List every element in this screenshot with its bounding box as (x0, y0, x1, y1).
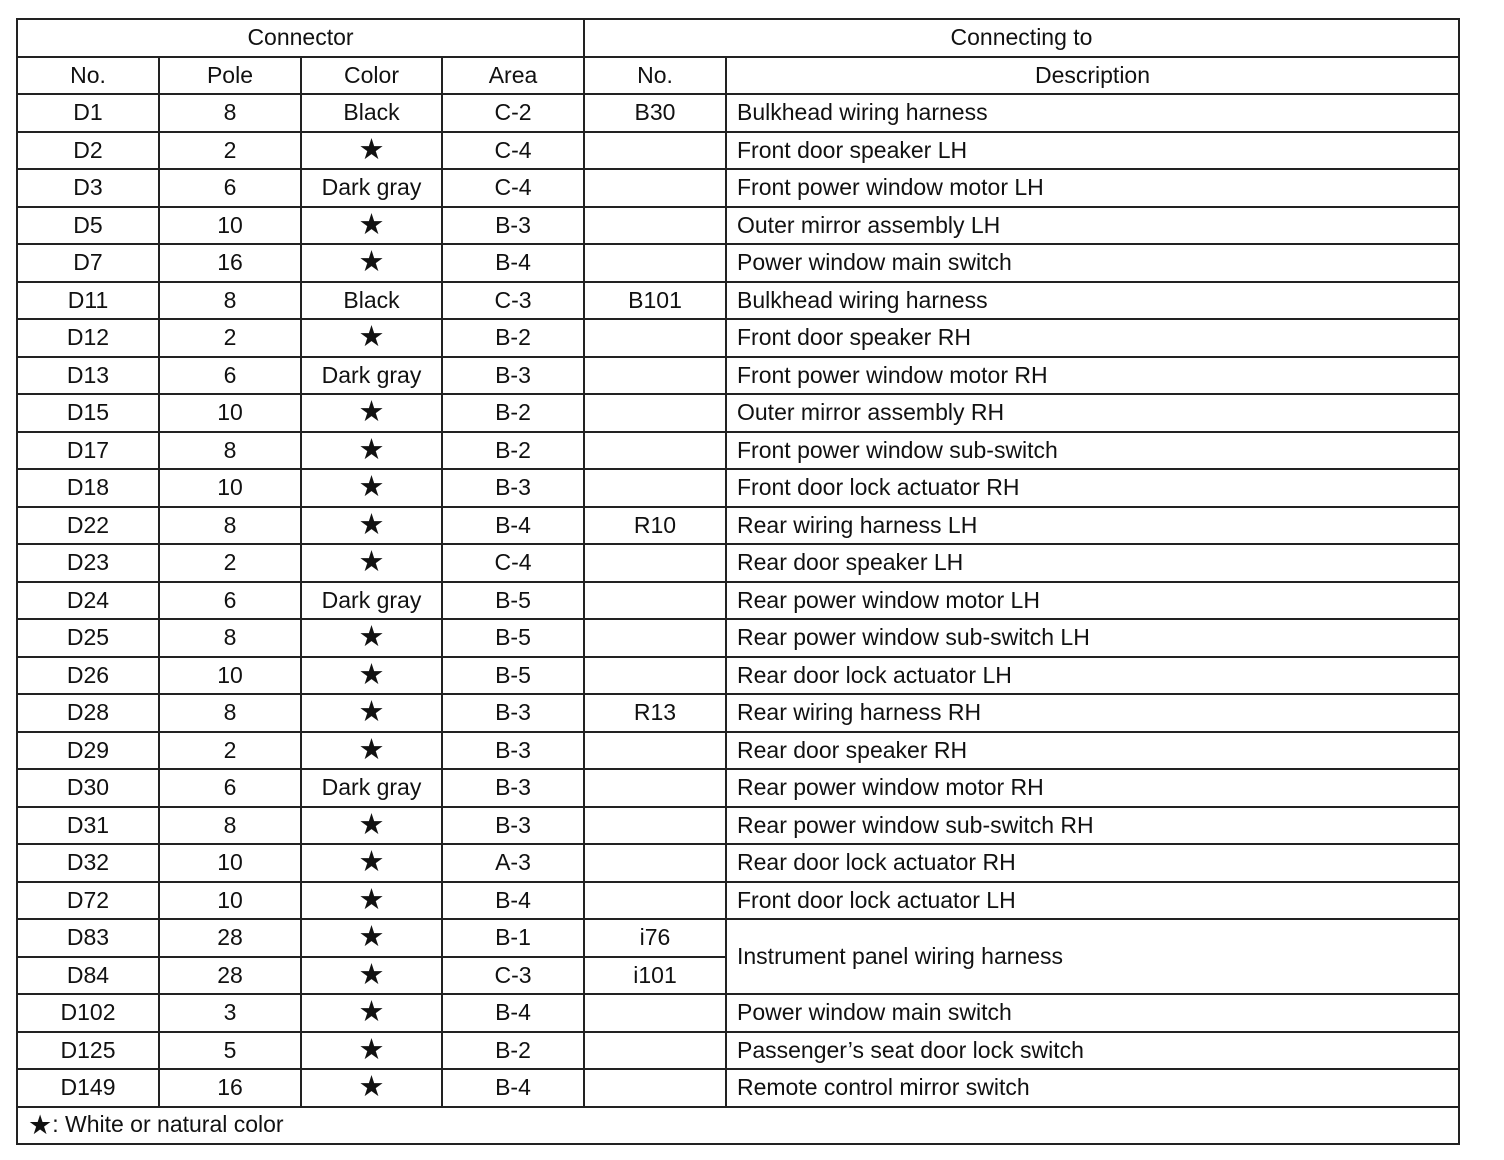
header-group-row (17, 19, 1459, 57)
area-cell: B-5 (442, 582, 584, 620)
pole-cell: 28 (159, 919, 301, 957)
pole-cell: 6 (159, 582, 301, 620)
color-cell (301, 244, 442, 282)
connector-no-cell: D29 (17, 732, 159, 770)
connector-no-cell: D22 (17, 507, 159, 545)
area-cell: B-2 (442, 319, 584, 357)
pole-cell: 5 (159, 1032, 301, 1070)
star-icon: ★ (358, 808, 385, 841)
table-row (17, 132, 1459, 170)
legend-row (17, 1107, 1459, 1145)
description-cell: Rear door speaker RH (726, 732, 1459, 770)
area-cell: B-3 (442, 357, 584, 395)
color-cell (301, 732, 442, 770)
pole-cell: 10 (159, 882, 301, 920)
table-row (17, 544, 1459, 582)
pole-cell: 8 (159, 619, 301, 657)
color-cell (301, 469, 442, 507)
table-row (17, 582, 1459, 620)
area-cell: C-3 (442, 957, 584, 995)
connector-table (16, 18, 1460, 1145)
table-row (17, 919, 1459, 957)
connecting-no-cell (584, 582, 726, 620)
connector-no-cell: D72 (17, 882, 159, 920)
connector-no-cell: D31 (17, 807, 159, 845)
connecting-no-cell (584, 394, 726, 432)
connecting-no-cell: B101 (584, 282, 726, 320)
color-cell (301, 844, 442, 882)
pole-cell: 8 (159, 507, 301, 545)
description-cell: Front power window sub-switch (726, 432, 1459, 470)
color-cell (301, 619, 442, 657)
connecting-no-cell (584, 207, 726, 245)
pole-cell: 2 (159, 132, 301, 170)
description-cell: Power window main switch (726, 994, 1459, 1032)
pole-cell: 10 (159, 394, 301, 432)
star-icon: ★ (358, 471, 385, 504)
table-row (17, 94, 1459, 132)
table-row (17, 207, 1459, 245)
connecting-no-cell (584, 807, 726, 845)
header-connector: Connector (17, 19, 584, 57)
color-cell (301, 994, 442, 1032)
area-cell: B-3 (442, 807, 584, 845)
header-color: Color (301, 57, 442, 95)
color-cell (301, 544, 442, 582)
color-cell (301, 919, 442, 957)
table-row (17, 882, 1459, 920)
table-row (17, 807, 1459, 845)
color-cell (301, 1069, 442, 1107)
connector-no-cell: D28 (17, 694, 159, 732)
description-cell: Rear wiring harness LH (726, 507, 1459, 545)
connector-no-cell: D17 (17, 432, 159, 470)
pole-cell: 6 (159, 169, 301, 207)
header-connecting-no: No. (584, 57, 726, 95)
pole-cell: 6 (159, 769, 301, 807)
connecting-no-cell (584, 544, 726, 582)
star-icon: ★ (358, 883, 385, 916)
connector-no-cell: D13 (17, 357, 159, 395)
color-cell (301, 807, 442, 845)
pole-cell: 10 (159, 469, 301, 507)
connecting-no-cell (584, 469, 726, 507)
legend-cell (17, 1107, 1459, 1145)
star-icon: ★ (358, 696, 385, 729)
table-row (17, 244, 1459, 282)
connector-no-cell: D25 (17, 619, 159, 657)
area-cell: A-3 (442, 844, 584, 882)
connector-no-cell: D83 (17, 919, 159, 957)
pole-cell: 16 (159, 1069, 301, 1107)
star-icon: ★ (358, 996, 385, 1029)
star-icon: ★ (358, 246, 385, 279)
connector-no-cell: D7 (17, 244, 159, 282)
description-cell: Outer mirror assembly LH (726, 207, 1459, 245)
area-cell: C-3 (442, 282, 584, 320)
description-cell: Front power window motor RH (726, 357, 1459, 395)
pole-cell: 3 (159, 994, 301, 1032)
area-cell: C-4 (442, 132, 584, 170)
table-row (17, 319, 1459, 357)
header-connecting-to: Connecting to (584, 19, 1459, 57)
pole-cell: 2 (159, 544, 301, 582)
area-cell: B-4 (442, 1069, 584, 1107)
table-row (17, 282, 1459, 320)
description-cell: Rear wiring harness RH (726, 694, 1459, 732)
table-row (17, 357, 1459, 395)
star-icon: ★ (358, 433, 385, 466)
connector-no-cell: D84 (17, 957, 159, 995)
pole-cell: 10 (159, 207, 301, 245)
connecting-no-cell (584, 244, 726, 282)
star-icon: ★ (358, 1071, 385, 1104)
header-description: Description (726, 57, 1459, 95)
pole-cell: 10 (159, 844, 301, 882)
area-cell: B-2 (442, 432, 584, 470)
description-cell: Bulkhead wiring harness (726, 94, 1459, 132)
star-icon: ★ (358, 133, 385, 166)
area-cell: B-2 (442, 394, 584, 432)
description-cell: Rear power window sub-switch RH (726, 807, 1459, 845)
description-cell: Front door speaker LH (726, 132, 1459, 170)
color-cell: Black (301, 94, 442, 132)
area-cell: B-3 (442, 694, 584, 732)
color-cell (301, 132, 442, 170)
pole-cell: 8 (159, 807, 301, 845)
description-cell: Power window main switch (726, 244, 1459, 282)
table-row (17, 844, 1459, 882)
table-row (17, 769, 1459, 807)
area-cell: C-4 (442, 169, 584, 207)
area-cell: B-4 (442, 244, 584, 282)
connecting-no-cell (584, 1032, 726, 1070)
connecting-no-cell: R13 (584, 694, 726, 732)
pole-cell: 16 (159, 244, 301, 282)
header-pole: Pole (159, 57, 301, 95)
table-row (17, 394, 1459, 432)
area-cell: B-3 (442, 769, 584, 807)
star-icon: ★ (358, 621, 385, 654)
legend-text: : White or natural color (52, 1110, 284, 1137)
connecting-no-cell (584, 994, 726, 1032)
description-cell: Instrument panel wiring harness (726, 919, 1459, 994)
table-row (17, 1032, 1459, 1070)
table-row (17, 469, 1459, 507)
connecting-no-cell: i76 (584, 919, 726, 957)
color-cell (301, 657, 442, 695)
header-area: Area (442, 57, 584, 95)
color-cell (301, 694, 442, 732)
connecting-no-cell: i101 (584, 957, 726, 995)
color-cell (301, 957, 442, 995)
connector-no-cell: D149 (17, 1069, 159, 1107)
area-cell: B-5 (442, 619, 584, 657)
pole-cell: 2 (159, 319, 301, 357)
connecting-no-cell (584, 432, 726, 470)
connector-no-cell: D3 (17, 169, 159, 207)
star-icon: ★ (358, 508, 385, 541)
star-icon: ★ (358, 396, 385, 429)
description-cell: Outer mirror assembly RH (726, 394, 1459, 432)
description-cell: Front door lock actuator RH (726, 469, 1459, 507)
connecting-no-cell: R10 (584, 507, 726, 545)
connector-no-cell: D30 (17, 769, 159, 807)
connecting-no-cell (584, 169, 726, 207)
area-cell: B-2 (442, 1032, 584, 1070)
connector-no-cell: D15 (17, 394, 159, 432)
area-cell: B-1 (442, 919, 584, 957)
description-cell: Rear door speaker LH (726, 544, 1459, 582)
connector-no-cell: D32 (17, 844, 159, 882)
table-row (17, 507, 1459, 545)
star-icon: ★ (358, 846, 385, 879)
area-cell: C-2 (442, 94, 584, 132)
star-icon: ★ (358, 921, 385, 954)
table-row (17, 694, 1459, 732)
header-column-row (17, 57, 1459, 95)
header-no: No. (17, 57, 159, 95)
description-cell: Rear door lock actuator LH (726, 657, 1459, 695)
area-cell: B-4 (442, 507, 584, 545)
connector-no-cell: D18 (17, 469, 159, 507)
connecting-no-cell (584, 357, 726, 395)
area-cell: B-4 (442, 882, 584, 920)
star-icon: ★ (28, 1109, 53, 1140)
pole-cell: 8 (159, 94, 301, 132)
connecting-no-cell (584, 619, 726, 657)
connector-no-cell: D1 (17, 94, 159, 132)
connecting-no-cell: B30 (584, 94, 726, 132)
color-cell (301, 394, 442, 432)
description-cell: Passenger’s seat door lock switch (726, 1032, 1459, 1070)
color-cell (301, 882, 442, 920)
pole-cell: 10 (159, 657, 301, 695)
table-row (17, 732, 1459, 770)
description-cell: Front door lock actuator LH (726, 882, 1459, 920)
color-cell: Dark gray (301, 357, 442, 395)
table-body (17, 94, 1459, 1107)
pole-cell: 28 (159, 957, 301, 995)
description-cell: Bulkhead wiring harness (726, 282, 1459, 320)
color-cell (301, 432, 442, 470)
connector-no-cell: D5 (17, 207, 159, 245)
star-icon: ★ (358, 733, 385, 766)
table-row (17, 1069, 1459, 1107)
color-cell (301, 1032, 442, 1070)
pole-cell: 8 (159, 432, 301, 470)
table-row (17, 169, 1459, 207)
table-row (17, 619, 1459, 657)
description-cell: Remote control mirror switch (726, 1069, 1459, 1107)
connecting-no-cell (584, 732, 726, 770)
star-icon: ★ (358, 321, 385, 354)
table-row (17, 657, 1459, 695)
color-cell (301, 507, 442, 545)
connecting-no-cell (584, 1069, 726, 1107)
area-cell: B-3 (442, 732, 584, 770)
color-cell: Dark gray (301, 769, 442, 807)
connecting-no-cell (584, 882, 726, 920)
description-cell: Front power window motor LH (726, 169, 1459, 207)
description-cell: Rear power window sub-switch LH (726, 619, 1459, 657)
pole-cell: 2 (159, 732, 301, 770)
connector-no-cell: D12 (17, 319, 159, 357)
color-cell (301, 207, 442, 245)
star-icon: ★ (358, 1033, 385, 1066)
connecting-no-cell (584, 657, 726, 695)
star-icon: ★ (358, 658, 385, 691)
connector-no-cell: D102 (17, 994, 159, 1032)
connecting-no-cell (584, 769, 726, 807)
description-cell: Rear power window motor RH (726, 769, 1459, 807)
description-cell: Rear door lock actuator RH (726, 844, 1459, 882)
pole-cell: 8 (159, 694, 301, 732)
star-icon: ★ (358, 958, 385, 991)
connector-no-cell: D11 (17, 282, 159, 320)
connecting-no-cell (584, 319, 726, 357)
area-cell: B-5 (442, 657, 584, 695)
color-cell (301, 319, 442, 357)
connector-no-cell: D23 (17, 544, 159, 582)
connecting-no-cell (584, 844, 726, 882)
description-cell: Rear power window motor LH (726, 582, 1459, 620)
star-icon: ★ (358, 546, 385, 579)
table-row (17, 994, 1459, 1032)
connector-table-container (16, 18, 1460, 1145)
connecting-no-cell (584, 132, 726, 170)
pole-cell: 8 (159, 282, 301, 320)
connector-no-cell: D24 (17, 582, 159, 620)
color-cell: Black (301, 282, 442, 320)
connector-no-cell: D26 (17, 657, 159, 695)
color-cell: Dark gray (301, 169, 442, 207)
star-icon: ★ (358, 208, 385, 241)
table-row (17, 432, 1459, 470)
pole-cell: 6 (159, 357, 301, 395)
area-cell: B-4 (442, 994, 584, 1032)
area-cell: C-4 (442, 544, 584, 582)
connector-no-cell: D2 (17, 132, 159, 170)
area-cell: B-3 (442, 207, 584, 245)
connector-no-cell: D125 (17, 1032, 159, 1070)
area-cell: B-3 (442, 469, 584, 507)
description-cell: Front door speaker RH (726, 319, 1459, 357)
color-cell: Dark gray (301, 582, 442, 620)
